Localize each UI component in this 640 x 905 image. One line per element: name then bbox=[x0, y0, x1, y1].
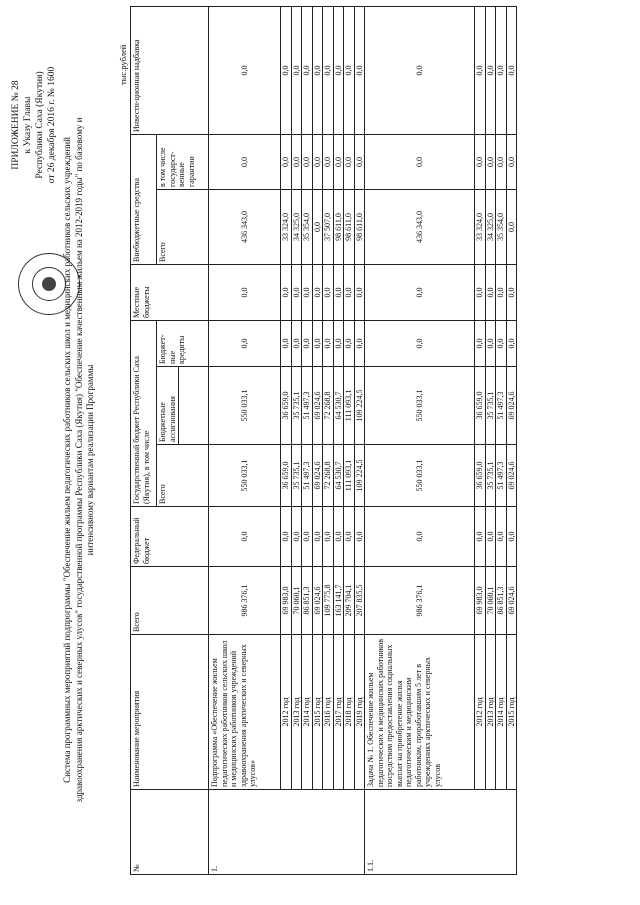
value-cell: 0,0 bbox=[323, 134, 334, 189]
year-label: 2016 год bbox=[323, 635, 334, 790]
value-cell: 0,0 bbox=[344, 6, 355, 134]
value-cell: 0,0 bbox=[354, 320, 365, 366]
value-cell: 0,0 bbox=[281, 6, 292, 134]
value-cell: 51 497,3 bbox=[302, 445, 313, 507]
summary-cell: 550 033,1 bbox=[209, 367, 281, 445]
year-row bbox=[333, 6, 344, 874]
value-cell: 0,0 bbox=[323, 507, 334, 567]
value-cell: 0,0 bbox=[312, 6, 323, 134]
value-cell: 0,0 bbox=[496, 264, 507, 320]
value-cell: 0,0 bbox=[333, 6, 344, 134]
section-number: 1. bbox=[209, 790, 365, 875]
value-cell: 0,0 bbox=[302, 134, 313, 189]
value-cell: 0,0 bbox=[475, 6, 486, 134]
value-cell: 0,0 bbox=[291, 320, 302, 366]
value-cell: 0,0 bbox=[281, 507, 292, 567]
program-table bbox=[130, 6, 517, 875]
year-row bbox=[291, 6, 302, 874]
value-cell: 51 497,3 bbox=[496, 445, 507, 507]
value-cell: 98 611,0 bbox=[333, 189, 344, 264]
value-cell: 0,0 bbox=[333, 134, 344, 189]
value-cell: 0,0 bbox=[291, 6, 302, 134]
value-cell: 51 497,3 bbox=[496, 367, 507, 445]
year-row bbox=[496, 6, 507, 874]
value-cell: 0,0 bbox=[291, 507, 302, 567]
value-cell: 0,0 bbox=[344, 264, 355, 320]
value-cell: 209 704,1 bbox=[344, 567, 355, 635]
value-cell: 69 024,6 bbox=[506, 445, 517, 507]
summary-cell: 0,0 bbox=[209, 264, 281, 320]
section-number: 1.1. bbox=[365, 790, 517, 875]
units-label: тыс.рублей bbox=[118, 44, 128, 85]
value-cell: 0,0 bbox=[506, 189, 517, 264]
value-cell: 37 507,0 bbox=[323, 189, 334, 264]
value-cell: 0,0 bbox=[496, 507, 507, 567]
value-cell: 72 268,8 bbox=[323, 367, 334, 445]
value-cell: 51 497,3 bbox=[302, 367, 313, 445]
value-cell: 0,0 bbox=[333, 507, 344, 567]
year-label: 2012 год bbox=[281, 635, 292, 790]
header-total: Всего bbox=[131, 567, 209, 635]
summary-cell: 0,0 bbox=[209, 507, 281, 567]
header-invest: Инвести-ционная надбавка bbox=[131, 6, 209, 134]
year-row bbox=[302, 6, 313, 874]
header-off-total: Всего bbox=[157, 189, 209, 264]
summary-cell: 436 343,0 bbox=[209, 189, 281, 264]
value-cell: 0,0 bbox=[312, 189, 323, 264]
header-state-budget: Государственный бюджет Республики Саха (Якутия), в том числе bbox=[131, 320, 157, 506]
section-name: Подпрограмма «Обеспечение жильем педагогических работников сельских школ и медицинских работников учреждений здравоохранения арктических и северных улусов» bbox=[209, 635, 281, 790]
value-cell: 35 735,1 bbox=[291, 367, 302, 445]
value-cell: 69 983,0 bbox=[281, 567, 292, 635]
year-label: 2019 год bbox=[354, 635, 365, 790]
value-cell: 35 735,1 bbox=[291, 445, 302, 507]
appendix-line: к Указу Главы bbox=[23, 96, 33, 154]
header-number: № bbox=[131, 790, 209, 875]
value-cell: 0,0 bbox=[323, 320, 334, 366]
value-cell: 0,0 bbox=[323, 264, 334, 320]
value-cell: 0,0 bbox=[302, 507, 313, 567]
value-cell: 0,0 bbox=[344, 507, 355, 567]
value-cell: 34 325,0 bbox=[485, 189, 496, 264]
value-cell: 0,0 bbox=[354, 6, 365, 134]
value-cell: 72 268,8 bbox=[323, 445, 334, 507]
value-cell: 33 324,0 bbox=[475, 189, 486, 264]
value-cell: 69 024,6 bbox=[506, 367, 517, 445]
value-cell: 0,0 bbox=[312, 264, 323, 320]
value-cell: 0,0 bbox=[506, 264, 517, 320]
value-cell: 69 024,6 bbox=[312, 367, 323, 445]
appendix-line: ПРИЛОЖЕНИЕ № 28 bbox=[11, 80, 21, 170]
year-label: 2014 год bbox=[496, 635, 507, 790]
year-row bbox=[281, 6, 292, 874]
value-cell: 0,0 bbox=[344, 134, 355, 189]
section-summary-row bbox=[365, 6, 475, 874]
value-cell: 0,0 bbox=[475, 507, 486, 567]
year-row bbox=[323, 6, 334, 874]
header-federal: Федеральный бюджет bbox=[131, 507, 209, 567]
summary-cell: 550 033,1 bbox=[365, 445, 475, 507]
value-cell: 109 775,8 bbox=[323, 567, 334, 635]
value-cell: 0,0 bbox=[333, 320, 344, 366]
document-title: Система программных мероприятий подпрограммы "Обеспечение жильем педагогических работников сельских школ и медицинских работников сельских учреждений здравоохранения арктических и северных улусов" государственной программы Республики Саха (Якутия) "Обеспечение качественным жильем на 2012-2019 годы" по базовому и интенсивному вариантам реализации Программы bbox=[62, 117, 95, 803]
year-label: 2014 год bbox=[302, 635, 313, 790]
value-cell: 0,0 bbox=[291, 264, 302, 320]
value-cell: 0,0 bbox=[281, 264, 292, 320]
value-cell: 86 851,3 bbox=[496, 567, 507, 635]
summary-cell: 0,0 bbox=[209, 320, 281, 366]
year-row bbox=[485, 6, 496, 874]
value-cell: 0,0 bbox=[496, 320, 507, 366]
value-cell: 36 659,0 bbox=[281, 367, 292, 445]
value-cell: 69 024,6 bbox=[312, 445, 323, 507]
year-row bbox=[312, 6, 323, 874]
value-cell: 109 224,5 bbox=[354, 445, 365, 507]
value-cell: 36 659,0 bbox=[281, 445, 292, 507]
value-cell: 0,0 bbox=[506, 507, 517, 567]
value-cell: 111 093,1 bbox=[344, 445, 355, 507]
value-cell: 35 354,0 bbox=[302, 189, 313, 264]
seal-emblem bbox=[42, 277, 56, 291]
summary-cell: 0,0 bbox=[365, 507, 475, 567]
value-cell: 35 735,1 bbox=[485, 445, 496, 507]
header-off-guarantee: в том числе государст-венные гарантии bbox=[157, 134, 209, 189]
value-cell: 207 835,5 bbox=[354, 567, 365, 635]
value-cell: 0,0 bbox=[485, 134, 496, 189]
summary-cell: 0,0 bbox=[365, 320, 475, 366]
value-cell: 0,0 bbox=[496, 6, 507, 134]
year-label: 2017 год bbox=[333, 635, 344, 790]
value-cell: 64 530,7 bbox=[333, 445, 344, 507]
header-name: Наименование мероприятия bbox=[131, 635, 209, 790]
value-cell: 0,0 bbox=[344, 320, 355, 366]
value-cell: 0,0 bbox=[302, 320, 313, 366]
value-cell: 98 611,0 bbox=[354, 189, 365, 264]
year-label: 2015 год bbox=[312, 635, 323, 790]
value-cell: 0,0 bbox=[302, 264, 313, 320]
header-spacer bbox=[179, 367, 209, 445]
year-label: 2013 год bbox=[291, 635, 302, 790]
value-cell: 69 024,6 bbox=[506, 567, 517, 635]
value-cell: 0,0 bbox=[291, 134, 302, 189]
value-cell: 0,0 bbox=[485, 264, 496, 320]
value-cell: 69 983,0 bbox=[475, 567, 486, 635]
section-summary-row bbox=[209, 6, 281, 874]
year-row bbox=[475, 6, 486, 874]
value-cell: 0,0 bbox=[475, 264, 486, 320]
year-label: 2013 год bbox=[485, 635, 496, 790]
value-cell: 0,0 bbox=[281, 320, 292, 366]
value-cell: 0,0 bbox=[354, 264, 365, 320]
value-cell: 0,0 bbox=[506, 320, 517, 366]
header-offbudget: Внебюджетные средства bbox=[131, 134, 157, 264]
summary-cell: 0,0 bbox=[209, 6, 281, 134]
summary-cell: 436 343,0 bbox=[365, 189, 475, 264]
summary-cell: 550 033,1 bbox=[209, 445, 281, 507]
value-cell: 33 324,0 bbox=[281, 189, 292, 264]
header-local: Местные бюджеты bbox=[131, 264, 209, 320]
appendix-line: Республики Саха (Якутия) bbox=[35, 71, 45, 179]
summary-cell: 986 376,1 bbox=[209, 567, 281, 635]
value-cell: 35 735,1 bbox=[485, 367, 496, 445]
year-row bbox=[354, 6, 365, 874]
year-row bbox=[506, 6, 517, 874]
summary-cell: 0,0 bbox=[365, 6, 475, 134]
value-cell: 0,0 bbox=[354, 134, 365, 189]
value-cell: 69 024,6 bbox=[312, 567, 323, 635]
value-cell: 0,0 bbox=[485, 507, 496, 567]
value-cell: 109 224,5 bbox=[354, 367, 365, 445]
value-cell: 0,0 bbox=[485, 6, 496, 134]
value-cell: 111 093,1 bbox=[344, 367, 355, 445]
year-label: 2015 год bbox=[506, 635, 517, 790]
summary-cell: 986 376,1 bbox=[365, 567, 475, 635]
value-cell: 0,0 bbox=[312, 134, 323, 189]
appendix-header bbox=[10, 15, 58, 235]
value-cell: 64 530,7 bbox=[333, 367, 344, 445]
value-cell: 0,0 bbox=[302, 6, 313, 134]
year-row bbox=[344, 6, 355, 874]
summary-cell: 550 033,1 bbox=[365, 367, 475, 445]
value-cell: 0,0 bbox=[333, 264, 344, 320]
value-cell: 70 060,1 bbox=[291, 567, 302, 635]
value-cell: 0,0 bbox=[506, 6, 517, 134]
section-name: Задача № 1. Обеспечение жильем педагогических и медицинских работников посредством предоставления социальных выплат на приобретение жилья педагогическим и медицинским работникам, проработавшим 5 лет в учреждениях арктических и северных улусов bbox=[365, 635, 475, 790]
value-cell: 0,0 bbox=[496, 134, 507, 189]
value-cell: 0,0 bbox=[354, 507, 365, 567]
value-cell: 0,0 bbox=[312, 507, 323, 567]
year-label: 2012 год bbox=[475, 635, 486, 790]
appendix-line: от 26 декабря 2016 г. № 1600 bbox=[47, 66, 57, 184]
value-cell: 0,0 bbox=[281, 134, 292, 189]
value-cell: 0,0 bbox=[475, 320, 486, 366]
value-cell: 35 354,0 bbox=[496, 189, 507, 264]
header-state-alloc: Бюджетные ассигнования bbox=[157, 367, 179, 445]
value-cell: 86 851,3 bbox=[302, 567, 313, 635]
value-cell: 34 325,0 bbox=[291, 189, 302, 264]
header-state-total: Всего bbox=[157, 445, 209, 507]
summary-cell: 0,0 bbox=[365, 134, 475, 189]
value-cell: 163 141,7 bbox=[333, 567, 344, 635]
value-cell: 0,0 bbox=[475, 134, 486, 189]
value-cell: 36 659,0 bbox=[475, 445, 486, 507]
value-cell: 0,0 bbox=[312, 320, 323, 366]
value-cell: 0,0 bbox=[323, 6, 334, 134]
value-cell: 70 060,1 bbox=[485, 567, 496, 635]
value-cell: 36 659,0 bbox=[475, 367, 486, 445]
summary-cell: 0,0 bbox=[209, 134, 281, 189]
value-cell: 0,0 bbox=[485, 320, 496, 366]
value-cell: 98 611,0 bbox=[344, 189, 355, 264]
year-label: 2018 год bbox=[344, 635, 355, 790]
summary-cell: 0,0 bbox=[365, 264, 475, 320]
header-state-credit: Бюджет-ные кредиты bbox=[157, 320, 209, 366]
value-cell: 0,0 bbox=[506, 134, 517, 189]
